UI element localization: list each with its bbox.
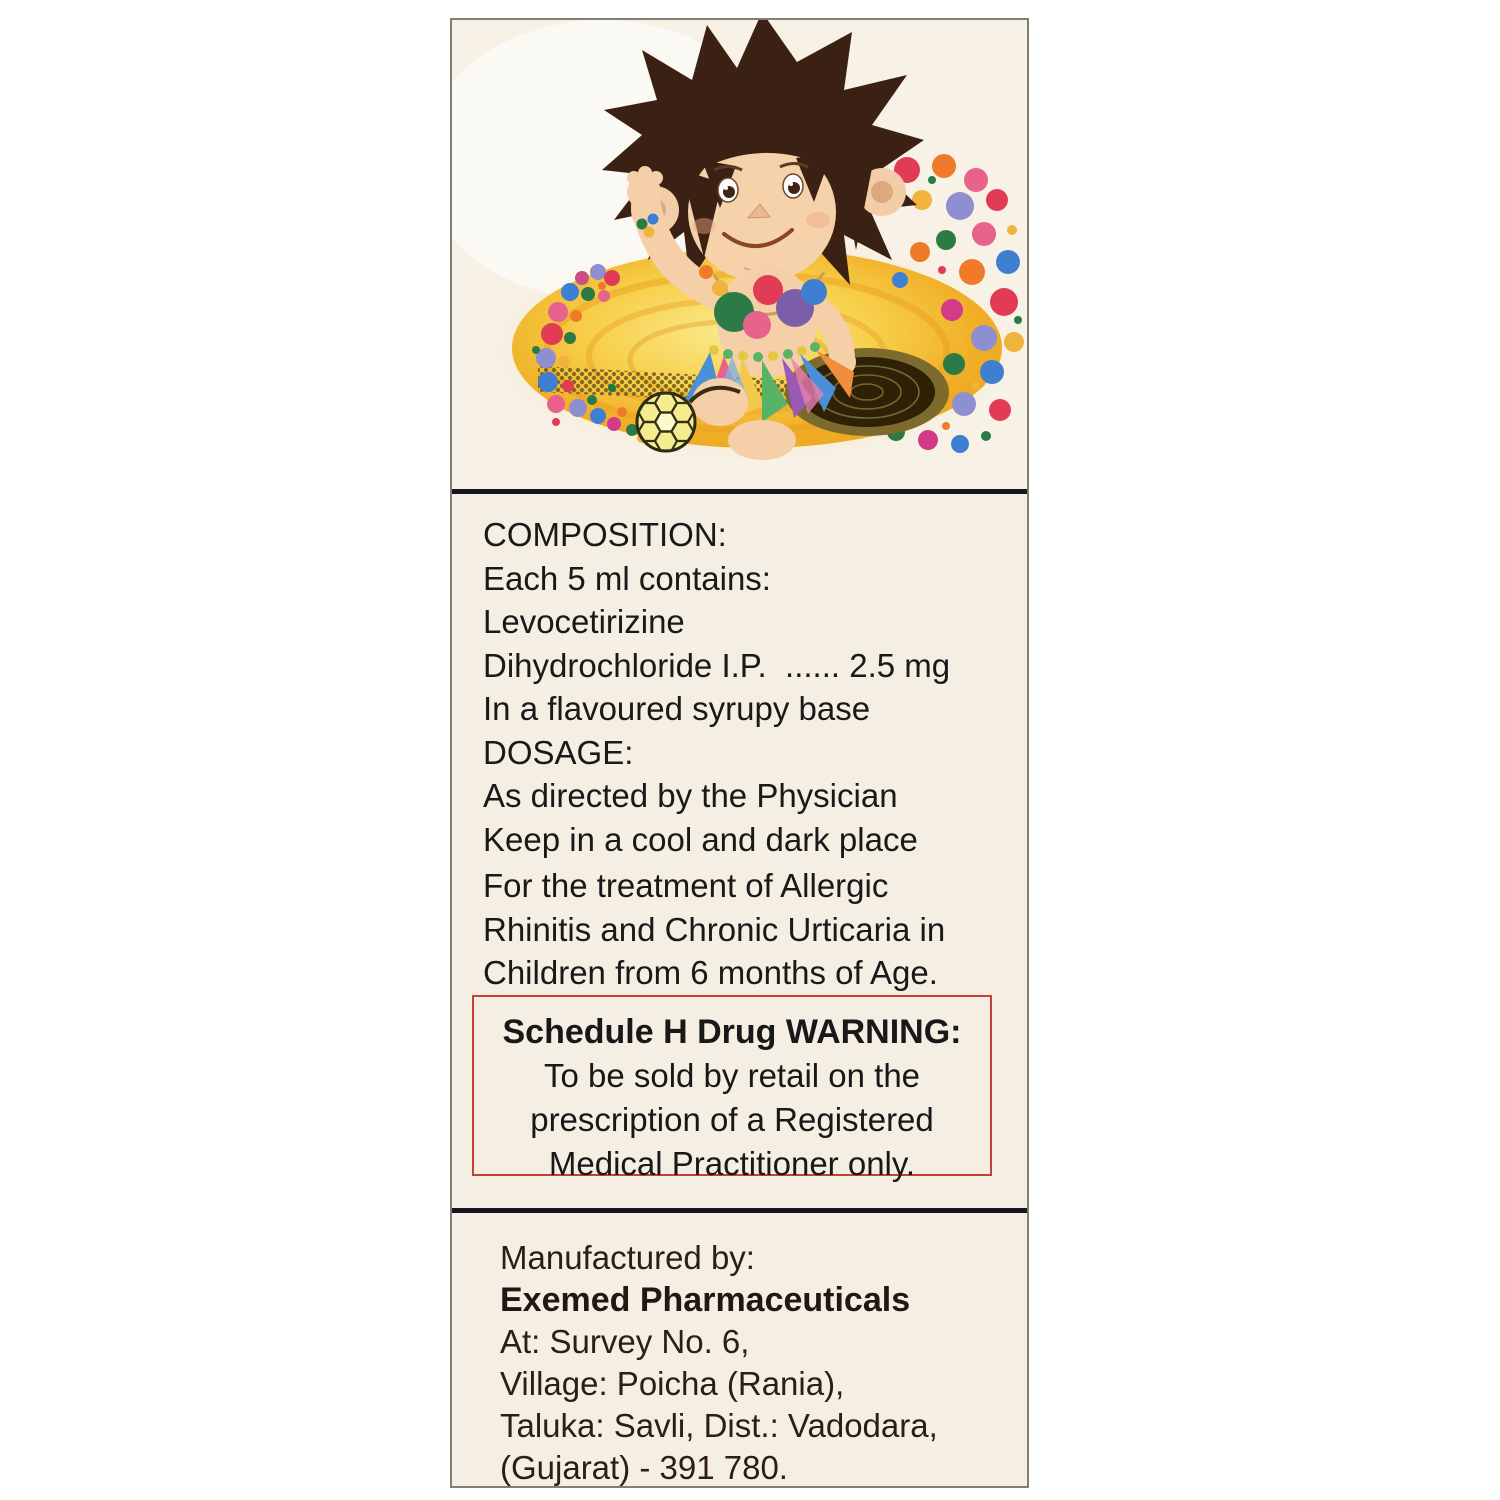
indication-block xyxy=(483,864,1027,995)
warning-line: Medical Practitioner only. xyxy=(548,1145,916,1182)
address-line: (Gujarat) - 391 780. xyxy=(500,1449,788,1486)
composition-heading: COMPOSITION: xyxy=(483,516,727,553)
indication-line: For the treatment of Allergic xyxy=(483,867,889,904)
illustration-section xyxy=(452,20,1027,489)
dosage-heading: DOSAGE: xyxy=(483,733,634,771)
schedule-h-warning-box xyxy=(472,995,992,1182)
address-line: Village: Poicha (Rania), xyxy=(500,1365,845,1402)
manufacturer-name: Exemed Pharmaceuticals xyxy=(500,1281,911,1319)
address-line: At: Survey No. 6, xyxy=(500,1323,750,1360)
dosage-line: As directed by the Physician xyxy=(483,777,898,814)
address-line: Taluka: Savli, Dist.: Vadodara, xyxy=(500,1407,938,1444)
indication-line: Rhinitis and Chronic Urticaria in xyxy=(483,910,946,948)
honeycomb-ball xyxy=(637,393,695,451)
composition-line: In a flavoured syrupy base xyxy=(483,690,871,727)
baby-pool-float-illustration xyxy=(452,20,1027,489)
medicine-carton-panel xyxy=(450,18,1029,1488)
manufacturer-section xyxy=(452,1213,1027,1486)
storage-line: Keep in a cool and dark place xyxy=(483,820,918,858)
warning-line: To be sold by retail on the xyxy=(543,1057,921,1094)
indication-line: Children from 6 months of Age. xyxy=(483,954,938,991)
warning-line: prescription of a Registered xyxy=(530,1101,934,1138)
composition-line: Levocetirizine xyxy=(483,603,685,640)
manufactured-by-label: Manufactured by: xyxy=(500,1239,755,1276)
composition-line: Each 5 ml contains: xyxy=(483,559,771,597)
warning-title: Schedule H Drug WARNING: xyxy=(502,1013,962,1051)
composition-line: Dihydrochloride I.P. ...... 2.5 mg xyxy=(483,646,951,684)
